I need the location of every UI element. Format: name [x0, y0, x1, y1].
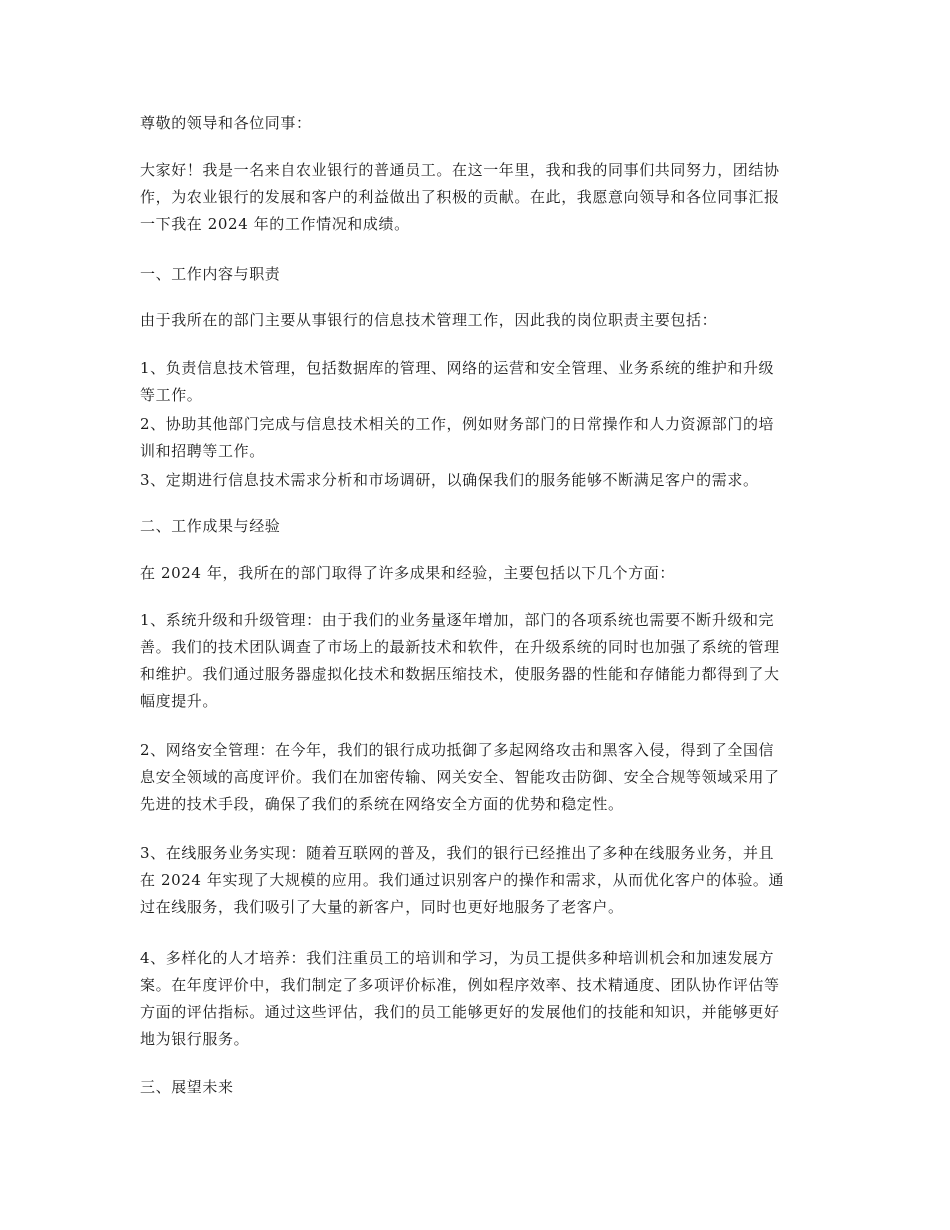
section-2-item-2: 2、网络安全管理：在今年，我们的银行成功抵御了多起网络攻击和黑客入侵，得到了全国信 息安全领域的高度评价。我们在加密传输、网关安全、智能攻击防御、安全合规等领域采用了 先进的技术手段，确保了我们的系统在网络安全方面的优势和稳定性。	[140, 741, 780, 813]
section-1-heading: 一、工作内容与职责	[140, 265, 281, 283]
section-1-item-3: 3、定期进行信息技术需求分析和市场调研，以确保我们的服务能够不断满足客户的需求。	[140, 471, 759, 489]
intro-paragraph: 大家好！我是一名来自农业银行的普通员工。在这一年里，我和我的同事们共同努力，团结协 作，为农业银行的发展和客户的利益做出了积极的贡献。在此，我愿意向领导和各位同事汇报 一下我在 2024 年的工作情况和成绩。	[140, 161, 780, 233]
section-1-lead: 由于我所在的部门主要从事银行的信息技术管理工作，因此我的岗位职责主要包括：	[140, 311, 718, 329]
section-2-item-4: 4、多样化的人才培养：我们注重员工的培训和学习，为员工提供多种培训机会和加速发展方 案。在年度评价中，我们制定了多项评价标准，例如程序效率、技术精通度、团队协作评估等 方面的评估指标。通过这些评估，我们的员工能够更好的发展他们的技能和知识，并能够更好 地为银行服务。	[140, 949, 780, 1048]
section-2-heading: 二、工作成果与经验	[140, 517, 281, 535]
greeting: 尊敬的领导和各位同事：	[140, 114, 312, 132]
section-2-lead: 在 2024 年，我所在的部门取得了许多成果和经验，主要包括以下几个方面：	[140, 564, 675, 582]
section-2-item-1: 1、系统升级和升级管理：由于我们的业务量逐年增加，部门的各项系统也需要不断升级和完 善。我们的技术团队调查了市场上的最新技术和软件，在升级系统的同时也加强了系统的管理 和维护。我们通过服务器虚拟化技术和数据压缩技术，使服务器的性能和存储能力都得到了大 幅度提升。	[140, 611, 780, 710]
section-3-heading: 三、展望未来	[140, 1078, 234, 1096]
section-1-item-1: 1、负责信息技术管理，包括数据库的管理、网络的运营和安全管理、业务系统的维护和升级 等工作。	[140, 359, 775, 404]
section-1-item-2: 2、协助其他部门完成与信息技术相关的工作，例如财务部门的日常操作和人力资源部门的培 训和招聘等工作。	[140, 415, 775, 460]
section-2-item-3: 3、在线服务业务实现：随着互联网的普及，我们的银行已经推出了多种在线服务业务，并且 在 2024 年实现了大规模的应用。我们通过识别客户的操作和需求，从而优化客户的体验。通 过在线服务，我们吸引了大量的新客户，同时也更好地服务了老客户。	[140, 844, 785, 916]
